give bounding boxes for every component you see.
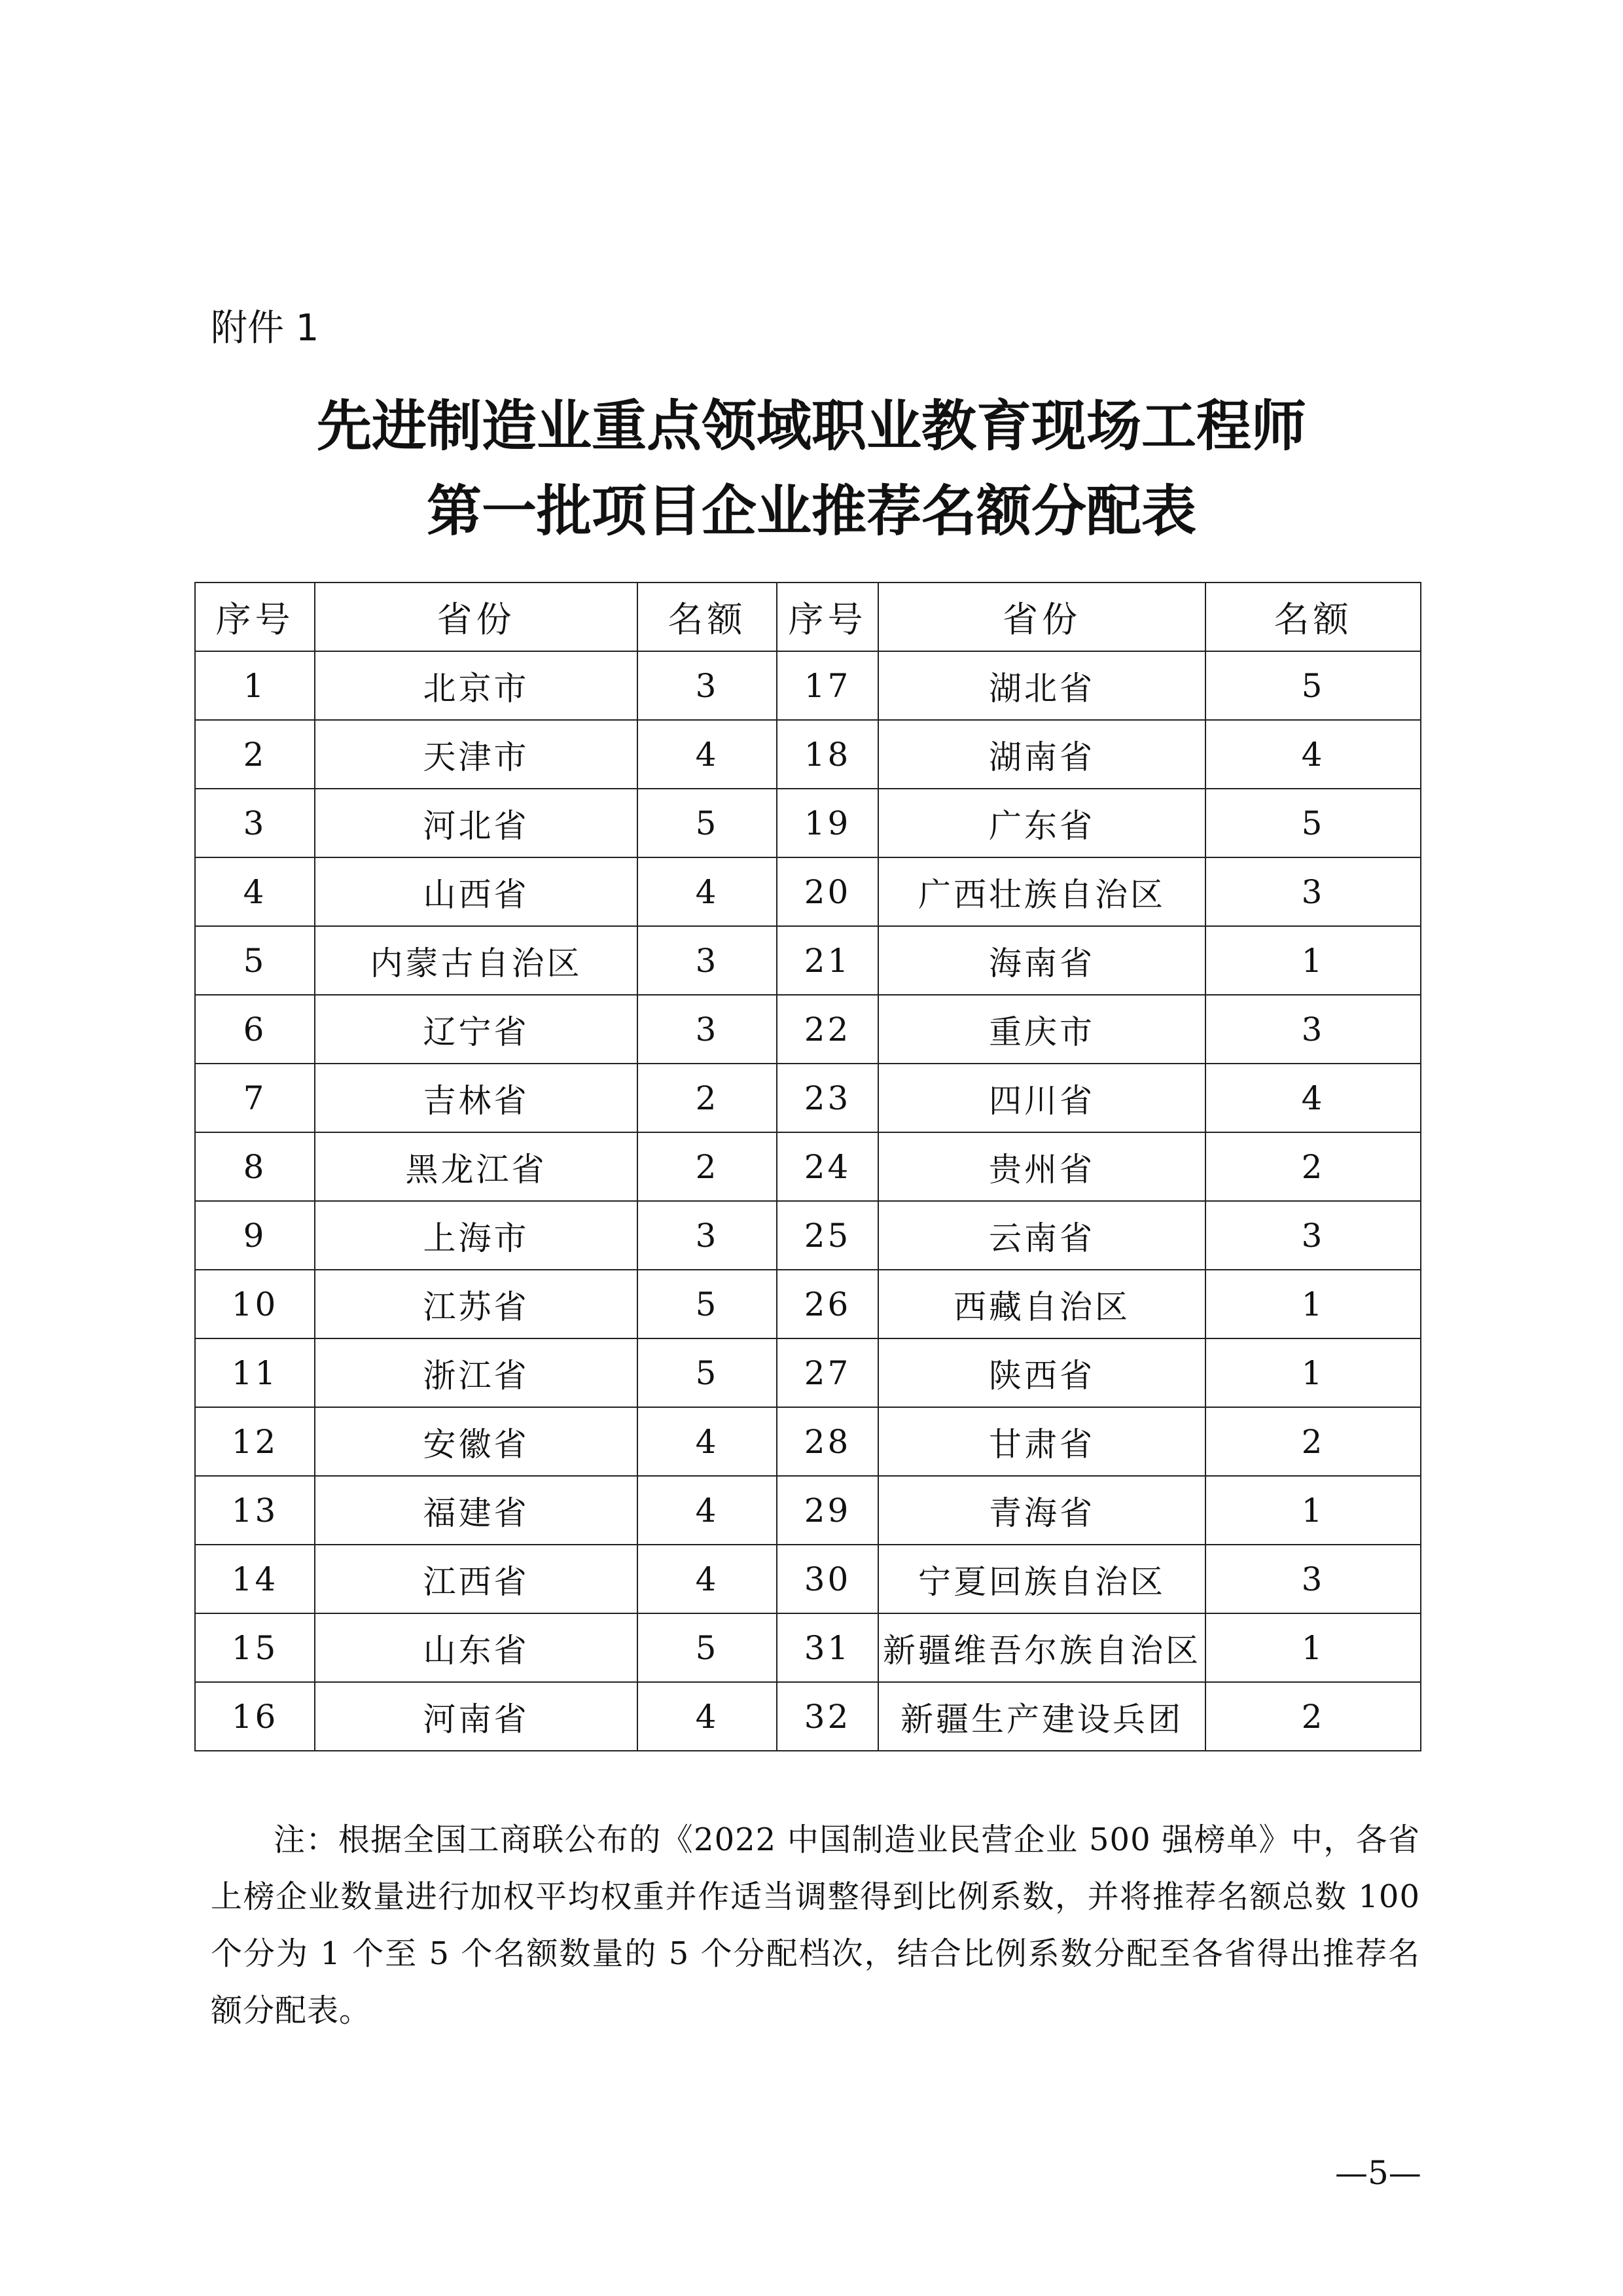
- table-row: [195, 1338, 1421, 1407]
- cell-index: 21: [777, 926, 878, 995]
- table-row: [195, 995, 1421, 1064]
- cell-quota: 3: [637, 995, 777, 1064]
- cell-quota: 3: [1205, 857, 1421, 926]
- cell-quota: 3: [1205, 1201, 1421, 1270]
- cell-province: 内蒙古自治区: [315, 926, 637, 995]
- cell-province: 广东省: [878, 789, 1205, 857]
- header-index: 序号: [777, 583, 878, 651]
- page-number: —5—: [1335, 2154, 1421, 2192]
- cell-province: 四川省: [878, 1064, 1205, 1132]
- cell-index: 27: [777, 1338, 878, 1407]
- cell-province: 海南省: [878, 926, 1205, 995]
- cell-quota: 3: [637, 651, 777, 720]
- cell-quota: 5: [1205, 789, 1421, 857]
- cell-quota: 3: [1205, 1545, 1421, 1613]
- cell-quota: 1: [1205, 1270, 1421, 1338]
- cell-index: 24: [777, 1132, 878, 1201]
- cell-province: 青海省: [878, 1476, 1205, 1545]
- cell-quota: 3: [637, 926, 777, 995]
- cell-province: 辽宁省: [315, 995, 637, 1064]
- cell-province: 天津市: [315, 720, 637, 789]
- table-row: [195, 720, 1421, 789]
- cell-index: 30: [777, 1545, 878, 1613]
- cell-quota: 4: [1205, 720, 1421, 789]
- cell-index: 18: [777, 720, 878, 789]
- header-quota: 名额: [1205, 583, 1421, 651]
- cell-index: 17: [777, 651, 878, 720]
- cell-quota: 2: [1205, 1132, 1421, 1201]
- cell-quota: 1: [1205, 1338, 1421, 1407]
- cell-province: 宁夏回族自治区: [878, 1545, 1205, 1613]
- cell-index: 25: [777, 1201, 878, 1270]
- cell-province: 山西省: [315, 857, 637, 926]
- cell-quota: 4: [637, 1545, 777, 1613]
- cell-index: 23: [777, 1064, 878, 1132]
- cell-quota: 5: [637, 1270, 777, 1338]
- table-row: [195, 1476, 1421, 1545]
- cell-quota: 4: [637, 1476, 777, 1545]
- table-row: [195, 1613, 1421, 1682]
- table-row: [195, 926, 1421, 995]
- cell-index: 29: [777, 1476, 878, 1545]
- cell-quota: 3: [637, 1201, 777, 1270]
- cell-quota: 5: [1205, 651, 1421, 720]
- title-line-1: 先进制造业重点领域职业教育现场工程师: [316, 394, 1306, 458]
- cell-index: 14: [195, 1545, 315, 1613]
- cell-province: 山东省: [315, 1613, 637, 1682]
- cell-quota: 1: [1205, 1476, 1421, 1545]
- cell-index: 11: [195, 1338, 315, 1407]
- quota-allocation-table: [194, 582, 1421, 1751]
- header-province: 省份: [878, 583, 1205, 651]
- cell-province: 新疆生产建设兵团: [878, 1682, 1205, 1751]
- table-row: [195, 1407, 1421, 1476]
- cell-province: 北京市: [315, 651, 637, 720]
- cell-quota: 1: [1205, 926, 1421, 995]
- cell-province: 福建省: [315, 1476, 637, 1545]
- table-row: [195, 1201, 1421, 1270]
- cell-province: 吉林省: [315, 1064, 637, 1132]
- title-line-2: 第一批项目企业推荐名额分配表: [426, 479, 1196, 543]
- cell-province: 江苏省: [315, 1270, 637, 1338]
- footnote: 注：根据全国工商联公布的《2022 中国制造业民营企业 500 强榜单》中，各省上榜企业数量进行加权平均权重并作适当调整得到比例系数，并将推荐名额总数 100 个分为 1 个至 5 个名额数量的 5 个分配档次，结合比例系数分配至各省得出推荐名额分配表。: [211, 1821, 1420, 2029]
- header-quota: 名额: [637, 583, 777, 651]
- cell-province: 甘肃省: [878, 1407, 1205, 1476]
- cell-province: 江西省: [315, 1545, 637, 1613]
- cell-index: 31: [777, 1613, 878, 1682]
- cell-quota: 3: [1205, 995, 1421, 1064]
- cell-index: 1: [195, 651, 315, 720]
- cell-index: 9: [195, 1201, 315, 1270]
- cell-quota: 4: [637, 1682, 777, 1751]
- cell-province: 黑龙江省: [315, 1132, 637, 1201]
- table-row: [195, 857, 1421, 926]
- cell-province: 贵州省: [878, 1132, 1205, 1201]
- document-title: [0, 384, 1623, 554]
- cell-quota: 2: [1205, 1407, 1421, 1476]
- cell-quota: 2: [1205, 1682, 1421, 1751]
- cell-index: 16: [195, 1682, 315, 1751]
- cell-quota: 4: [1205, 1064, 1421, 1132]
- cell-province: 重庆市: [878, 995, 1205, 1064]
- cell-province: 河北省: [315, 789, 637, 857]
- table-row: [195, 1682, 1421, 1751]
- cell-index: 32: [777, 1682, 878, 1751]
- table-row: [195, 789, 1421, 857]
- cell-quota: 4: [637, 857, 777, 926]
- attachment-label: 附件 1: [211, 307, 319, 350]
- cell-province: 安徽省: [315, 1407, 637, 1476]
- cell-index: 20: [777, 857, 878, 926]
- cell-index: 8: [195, 1132, 315, 1201]
- cell-province: 新疆维吾尔族自治区: [878, 1613, 1205, 1682]
- table-row: [195, 651, 1421, 720]
- cell-index: 7: [195, 1064, 315, 1132]
- cell-province: 湖北省: [878, 651, 1205, 720]
- cell-index: 13: [195, 1476, 315, 1545]
- cell-index: 22: [777, 995, 878, 1064]
- cell-index: 19: [777, 789, 878, 857]
- cell-province: 浙江省: [315, 1338, 637, 1407]
- cell-index: 28: [777, 1407, 878, 1476]
- cell-quota: 5: [637, 789, 777, 857]
- table-body: [195, 651, 1421, 1751]
- table-header-row: [195, 583, 1421, 651]
- cell-province: 河南省: [315, 1682, 637, 1751]
- cell-index: 12: [195, 1407, 315, 1476]
- table-row: [195, 1064, 1421, 1132]
- cell-province: 云南省: [878, 1201, 1205, 1270]
- cell-quota: 5: [637, 1338, 777, 1407]
- cell-province: 西藏自治区: [878, 1270, 1205, 1338]
- cell-province: 广西壮族自治区: [878, 857, 1205, 926]
- cell-quota: 4: [637, 1407, 777, 1476]
- cell-quota: 1: [1205, 1613, 1421, 1682]
- cell-index: 4: [195, 857, 315, 926]
- table-row: [195, 1545, 1421, 1613]
- header-index: 序号: [195, 583, 315, 651]
- cell-quota: 4: [637, 720, 777, 789]
- cell-index: 3: [195, 789, 315, 857]
- cell-index: 2: [195, 720, 315, 789]
- table-row: [195, 1270, 1421, 1338]
- cell-province: 湖南省: [878, 720, 1205, 789]
- cell-province: 陕西省: [878, 1338, 1205, 1407]
- cell-province: 上海市: [315, 1201, 637, 1270]
- cell-index: 5: [195, 926, 315, 995]
- cell-quota: 2: [637, 1132, 777, 1201]
- cell-index: 15: [195, 1613, 315, 1682]
- cell-index: 6: [195, 995, 315, 1064]
- cell-quota: 2: [637, 1064, 777, 1132]
- cell-quota: 5: [637, 1613, 777, 1682]
- header-province: 省份: [315, 583, 637, 651]
- cell-index: 26: [777, 1270, 878, 1338]
- cell-index: 10: [195, 1270, 315, 1338]
- table-row: [195, 1132, 1421, 1201]
